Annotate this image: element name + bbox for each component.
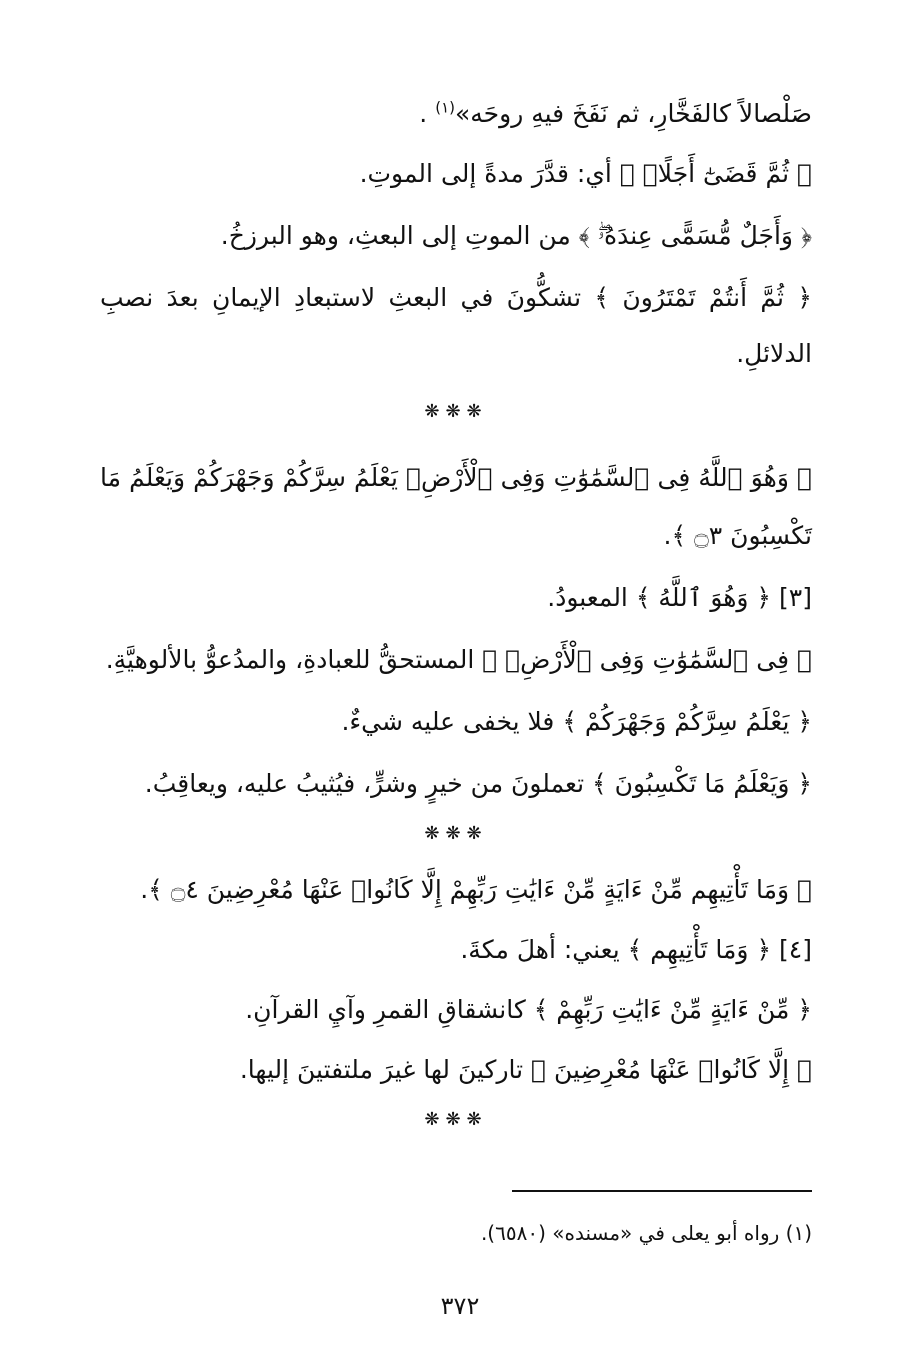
verse-line: ﴿ وَمَا تَأْتِيهِم مِّنْ ءَايَةٍ مِّنْ ءَايَٰتِ رَبِّهِمْ إِلَّا كَانُوا۟ عَنْهَا مُعْرِضِينَ ۝٤ ﴾.: [140, 875, 812, 904]
verse-line: ﴿ وَهُوَ ٱللَّهُ فِى ٱلسَّمَٰوَٰتِ وَفِى ٱلْأَرْضِۖ يَعْلَمُ سِرَّكُمْ وَجَهْرَكُمْ وَيَعْلَمُ مَا: [100, 463, 812, 492]
text-line: ﴿ ثُمَّ أَنتُمْ تَمْتَرُونَ ﴾ تشكُّونَ في البعثِ لاستبعادِ الإيمانِ بعدَ نصبِ: [100, 283, 812, 312]
text-line: [100, 96, 812, 132]
commentary-line: ﴿ مِّنْ ءَايَةٍ مِّنْ ءَايَٰتِ رَبِّهِمْ ﴾ كانشقاقِ القمرِ وآيِ القرآنِ.: [245, 995, 812, 1024]
footnote: (١) رواه أبو يعلى في «مسنده» (٦٥٨٠).: [480, 1221, 812, 1245]
footnote-ref[interactable]: (١): [435, 98, 455, 117]
commentary-line: [٣] ﴿ وَهُوَ ٱللَّهُ ﴾ المعبودُ.: [547, 583, 812, 612]
text-span: .: [419, 99, 428, 128]
verse-line: تَكْسِبُونَ ۝٣ ﴾.: [663, 521, 812, 550]
footnote-divider: [512, 1190, 812, 1192]
text-line: الدلائلِ.: [736, 339, 812, 368]
commentary-line: ﴿ يَعْلَمُ سِرَّكُمْ وَجَهْرَكُمْ ﴾ فلا يخفى عليه شيءٌ.: [341, 707, 812, 736]
text-line: ﴿ ثُمَّ قَضَىٰٓ أَجَلًاۖ ﴾ أي: قدَّرَ مدةً إلى الموتِ.: [359, 159, 812, 188]
page-body: [100, 96, 812, 1138]
text-span: صَلْصالاً كالفَخَّارِ، ثم نَفَخَ فيهِ روحَه»: [454, 99, 812, 128]
section-separator: ❋❋❋: [424, 823, 488, 844]
commentary-line: ﴿ وَيَعْلَمُ مَا تَكْسِبُونَ ﴾ تعملونَ من خيرٍ وشرٍّ، فيُثيبُ عليه، ويعاقِبُ.: [144, 769, 812, 798]
commentary-line: ﴿ إِلَّا كَانُوا۟ عَنْهَا مُعْرِضِينَ ﴾ تاركينَ لها غيرَ ملتفتينَ إليها.: [239, 1055, 812, 1084]
section-separator: ❋❋❋: [424, 1109, 488, 1130]
commentary-line: [٤] ﴿ وَمَا تَأْتِيهِم ﴾ يعني: أهلَ مكةَ.: [460, 935, 812, 964]
section-separator: ❋❋❋: [424, 401, 488, 422]
text-line: ﴿ وَأَجَلٌ مُّسَمًّى عِندَهُۥۖ ﴾ من الموتِ إلى البعثِ، وهو البرزخُ.: [220, 221, 812, 250]
page-number: ٣٧٢: [440, 1292, 480, 1320]
commentary-line: ﴿ فِى ٱلسَّمَٰوَٰتِ وَفِى ٱلْأَرْضِۖ ﴾ المستحقُّ للعبادةِ، والمدُعوُّ بالألوهيَّةِ.: [105, 645, 812, 674]
